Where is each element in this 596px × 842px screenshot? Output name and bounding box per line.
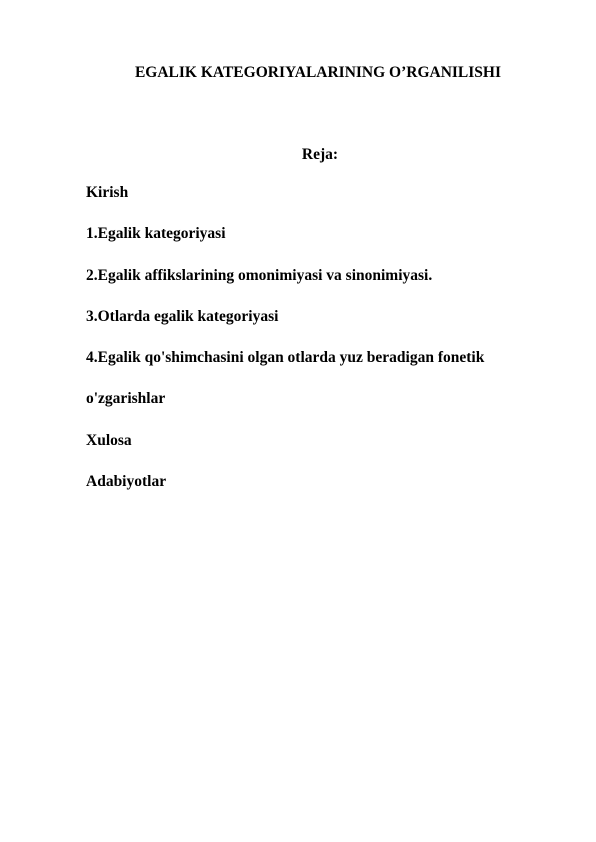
plan-item-2: 2.Egalik affikslarining omonimiyasi va sinonimiyasi. [86, 266, 433, 284]
plan-item-3: 3.Otlarda egalik kategoriyasi [86, 307, 279, 325]
plan-list [86, 183, 484, 513]
plan-heading: Reja: [301, 146, 339, 163]
plan-item-1: 1.Egalik kategoriyasi [86, 225, 226, 243]
document-title: EGALIK KATEGORIYALARINING O’RGANILISHI [134, 64, 502, 81]
plan-item-4-continued: o'zgarishlar [86, 390, 166, 408]
plan-item-introduction: Kirish [86, 184, 129, 201]
plan-item-references: Adabiyotlar [86, 473, 167, 491]
plan-item-4: 4.Egalik qo'shimchasini olgan otlarda yuz beradigan fonetik [86, 349, 485, 367]
plan-item-conclusion: Xulosa [86, 431, 132, 449]
